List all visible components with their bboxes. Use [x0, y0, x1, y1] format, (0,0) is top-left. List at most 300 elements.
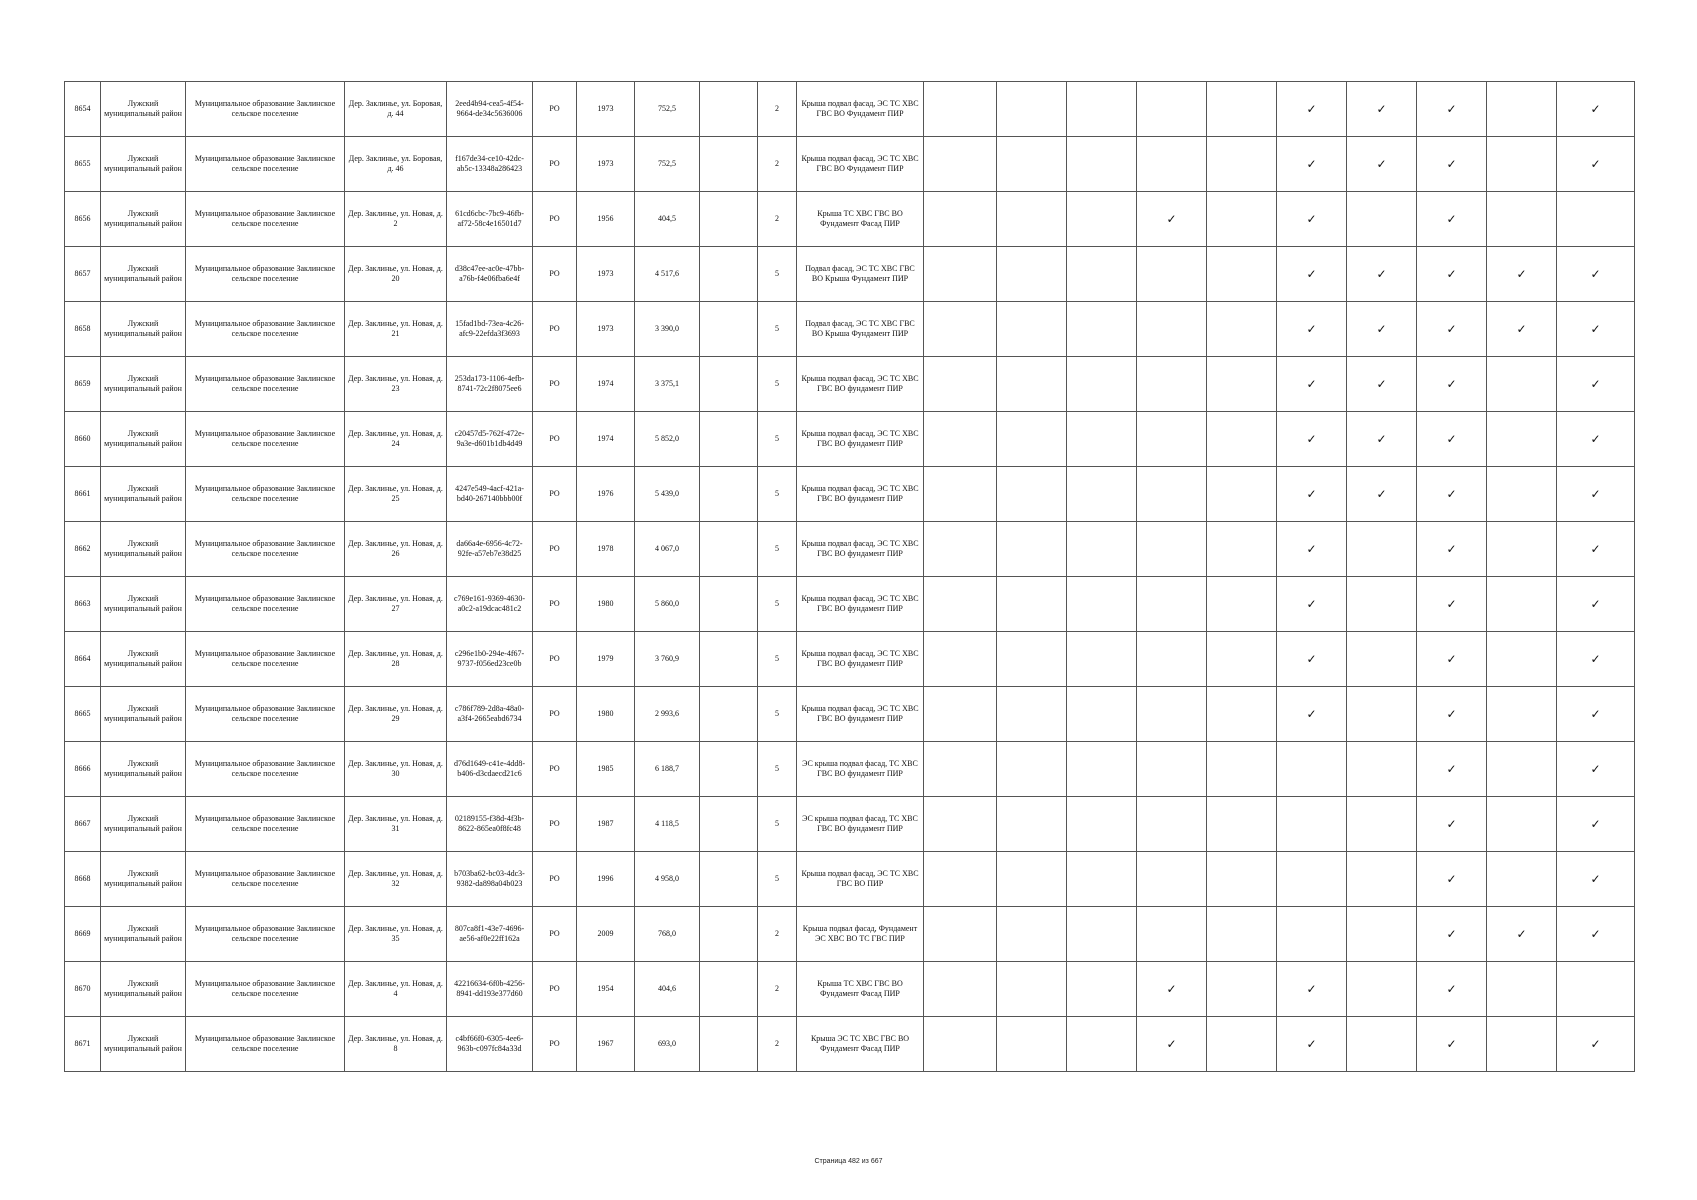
address-cell: Дер. Заклинье, ул. Новая, д. 2 [345, 192, 447, 247]
check-cell [1137, 797, 1207, 852]
row-number-cell: 8660 [65, 412, 101, 467]
year-cell: 1978 [577, 522, 635, 577]
empty-cell [700, 687, 758, 742]
check-cell [1417, 742, 1487, 797]
district-cell: Лужский муниципальный район [101, 412, 186, 467]
district-cell: Лужский муниципальный район [101, 687, 186, 742]
check-cell [1347, 632, 1417, 687]
address-cell: Дер. Заклинье, ул. Новая, д. 21 [345, 302, 447, 357]
row-number-cell: 8666 [65, 742, 101, 797]
check-cell [1207, 962, 1277, 1017]
guid-cell: f167de34-ce10-42dc-ab5c-13348a286423 [447, 137, 533, 192]
checkmark-icon: ✓ [1306, 981, 1317, 996]
check-cell [997, 247, 1067, 302]
works-cell: ЭС крыша подвал фасад, ТС ХВС ГВС ВО фундамент ПИР [797, 742, 924, 797]
check-cell [1207, 1017, 1277, 1072]
guid-cell: c20457d5-762f-472e-9a3e-d601b1db4d49 [447, 412, 533, 467]
checkmark-icon: ✓ [1306, 266, 1317, 281]
municipality-cell: Муниципальное образование Заклинское сельское поселение [186, 357, 345, 412]
check-cell [1347, 907, 1417, 962]
check-cell [1417, 907, 1487, 962]
row-number-cell: 8668 [65, 852, 101, 907]
check-cell [1417, 192, 1487, 247]
check-cell [1557, 1017, 1635, 1072]
check-cell [1137, 577, 1207, 632]
checkmark-icon: ✓ [1446, 101, 1457, 116]
checkmark-icon: ✓ [1446, 486, 1457, 501]
check-cell [1417, 412, 1487, 467]
empty-cell [700, 577, 758, 632]
check-cell [1207, 82, 1277, 137]
checkmark-icon: ✓ [1446, 981, 1457, 996]
area-cell: 768,0 [635, 907, 700, 962]
works-cell: Крыша подвал фасад, Фундамент ЭС ХВС ВО ТС ГВС ПИР [797, 907, 924, 962]
checkmark-icon: ✓ [1446, 431, 1457, 446]
checkmark-icon: ✓ [1590, 486, 1601, 501]
check-cell [1487, 742, 1557, 797]
area-cell: 5 852,0 [635, 412, 700, 467]
check-cell [1067, 577, 1137, 632]
check-cell [1347, 1017, 1417, 1072]
check-cell [997, 467, 1067, 522]
checkmark-icon: ✓ [1306, 596, 1317, 611]
floors-cell: 5 [758, 797, 797, 852]
check-cell [997, 577, 1067, 632]
district-cell: Лужский муниципальный район [101, 742, 186, 797]
empty-cell [700, 632, 758, 687]
check-cell [1207, 907, 1277, 962]
check-cell [1067, 742, 1137, 797]
year-cell: 1980 [577, 577, 635, 632]
district-cell: Лужский муниципальный район [101, 247, 186, 302]
checkmark-icon: ✓ [1446, 376, 1457, 391]
guid-cell: c296e1b0-294e-4f67-9737-f056ed23ce0b [447, 632, 533, 687]
floors-cell: 5 [758, 687, 797, 742]
check-cell [1067, 137, 1137, 192]
checkmark-icon: ✓ [1446, 706, 1457, 721]
check-cell [1277, 797, 1347, 852]
check-cell [1207, 742, 1277, 797]
check-cell [1067, 797, 1137, 852]
checkmark-icon: ✓ [1590, 431, 1601, 446]
guid-cell: d76d1649-c41e-4dd8-b406-d3cdaecd21c6 [447, 742, 533, 797]
check-cell [1417, 962, 1487, 1017]
area-cell: 404,5 [635, 192, 700, 247]
check-cell [1067, 522, 1137, 577]
area-cell: 752,5 [635, 137, 700, 192]
check-cell [1137, 632, 1207, 687]
checkmark-icon: ✓ [1166, 211, 1177, 226]
address-cell: Дер. Заклинье, ул. Новая, д. 30 [345, 742, 447, 797]
table-row [65, 687, 1635, 742]
row-number-cell: 8656 [65, 192, 101, 247]
check-cell [1347, 522, 1417, 577]
district-cell: Лужский муниципальный район [101, 852, 186, 907]
check-cell [1207, 247, 1277, 302]
check-cell [1277, 137, 1347, 192]
guid-cell: c786f789-2d8a-48a0-a3f4-2665eabd6734 [447, 687, 533, 742]
check-cell [1137, 962, 1207, 1017]
check-cell [1557, 522, 1635, 577]
empty-cell [700, 82, 758, 137]
row-number-cell: 8657 [65, 247, 101, 302]
check-cell [1137, 742, 1207, 797]
table-row [65, 82, 1635, 137]
check-cell [1347, 687, 1417, 742]
type-cell: РО [533, 742, 577, 797]
checkmark-icon: ✓ [1446, 596, 1457, 611]
check-cell [1417, 247, 1487, 302]
table-body [65, 82, 1635, 1072]
address-cell: Дер. Заклинье, ул. Боровая, д. 46 [345, 137, 447, 192]
works-cell: Крыша подвал фасад, ЭС ТС ХВС ГВС ВО Фундамент ПИР [797, 137, 924, 192]
check-cell [997, 1017, 1067, 1072]
table-row [65, 742, 1635, 797]
check-cell [1487, 137, 1557, 192]
address-cell: Дер. Заклинье, ул. Новая, д. 27 [345, 577, 447, 632]
check-cell [1137, 687, 1207, 742]
check-cell [1557, 302, 1635, 357]
check-cell [1137, 247, 1207, 302]
checkmark-icon: ✓ [1306, 376, 1317, 391]
check-cell [997, 907, 1067, 962]
check-cell [1487, 522, 1557, 577]
district-cell: Лужский муниципальный район [101, 962, 186, 1017]
empty-cell [700, 962, 758, 1017]
area-cell: 5 860,0 [635, 577, 700, 632]
type-cell: РО [533, 247, 577, 302]
district-cell: Лужский муниципальный район [101, 467, 186, 522]
area-cell: 6 188,7 [635, 742, 700, 797]
check-cell [1207, 632, 1277, 687]
checkmark-icon: ✓ [1166, 981, 1177, 996]
type-cell: РО [533, 962, 577, 1017]
check-cell [924, 852, 997, 907]
check-cell [1277, 577, 1347, 632]
check-cell [1557, 82, 1635, 137]
floors-cell: 5 [758, 357, 797, 412]
municipality-cell: Муниципальное образование Заклинское сельское поселение [186, 797, 345, 852]
row-number-cell: 8659 [65, 357, 101, 412]
checkmark-icon: ✓ [1590, 926, 1601, 941]
row-number-cell: 8665 [65, 687, 101, 742]
floors-cell: 2 [758, 137, 797, 192]
floors-cell: 5 [758, 247, 797, 302]
check-cell [997, 302, 1067, 357]
check-cell [1277, 687, 1347, 742]
checkmark-icon: ✓ [1376, 376, 1387, 391]
table-row [65, 1017, 1635, 1072]
municipality-cell: Муниципальное образование Заклинское сельское поселение [186, 852, 345, 907]
floors-cell: 5 [758, 742, 797, 797]
checkmark-icon: ✓ [1516, 926, 1527, 941]
guid-cell: 15fad1bd-73ea-4c26-afc9-22efda3f3693 [447, 302, 533, 357]
address-cell: Дер. Заклинье, ул. Новая, д. 31 [345, 797, 447, 852]
checkmark-icon: ✓ [1446, 156, 1457, 171]
district-cell: Лужский муниципальный район [101, 82, 186, 137]
district-cell: Лужский муниципальный район [101, 1017, 186, 1072]
checkmark-icon: ✓ [1590, 156, 1601, 171]
checkmark-icon: ✓ [1590, 761, 1601, 776]
table-row [65, 412, 1635, 467]
check-cell [1067, 632, 1137, 687]
check-cell [1487, 82, 1557, 137]
year-cell: 1987 [577, 797, 635, 852]
works-cell: Крыша подвал фасад, ЭС ТС ХВС ГВС ВО ПИР [797, 852, 924, 907]
type-cell: РО [533, 82, 577, 137]
check-cell [997, 632, 1067, 687]
type-cell: РО [533, 412, 577, 467]
check-cell [1207, 357, 1277, 412]
address-cell: Дер. Заклинье, ул. Новая, д. 32 [345, 852, 447, 907]
table-row [65, 577, 1635, 632]
works-cell: Подвал фасад, ЭС ТС ХВС ГВС ВО Крыша Фундамент ПИР [797, 302, 924, 357]
check-cell [924, 797, 997, 852]
year-cell: 1974 [577, 357, 635, 412]
check-cell [1347, 82, 1417, 137]
row-number-cell: 8664 [65, 632, 101, 687]
check-cell [1347, 412, 1417, 467]
works-cell: Подвал фасад, ЭС ТС ХВС ГВС ВО Крыша Фундамент ПИР [797, 247, 924, 302]
empty-cell [700, 797, 758, 852]
area-cell: 3 390,0 [635, 302, 700, 357]
check-cell [1417, 852, 1487, 907]
check-cell [1487, 797, 1557, 852]
check-cell [1207, 412, 1277, 467]
checkmark-icon: ✓ [1590, 706, 1601, 721]
check-cell [1277, 632, 1347, 687]
row-number-cell: 8663 [65, 577, 101, 632]
check-cell [1557, 797, 1635, 852]
row-number-cell: 8669 [65, 907, 101, 962]
municipality-cell: Муниципальное образование Заклинское сельское поселение [186, 467, 345, 522]
check-cell [924, 357, 997, 412]
check-cell [1417, 467, 1487, 522]
district-cell: Лужский муниципальный район [101, 522, 186, 577]
checkmark-icon: ✓ [1446, 871, 1457, 886]
check-cell [997, 962, 1067, 1017]
check-cell [1137, 852, 1207, 907]
row-number-cell: 8662 [65, 522, 101, 577]
municipality-cell: Муниципальное образование Заклинское сельское поселение [186, 632, 345, 687]
works-cell: Крыша подвал фасад, ЭС ТС ХВС ГВС ВО фундамент ПИР [797, 467, 924, 522]
area-cell: 4 118,5 [635, 797, 700, 852]
municipality-cell: Муниципальное образование Заклинское сельское поселение [186, 1017, 345, 1072]
check-cell [1487, 1017, 1557, 1072]
checkmark-icon: ✓ [1306, 211, 1317, 226]
type-cell: РО [533, 632, 577, 687]
address-cell: Дер. Заклинье, ул. Новая, д. 25 [345, 467, 447, 522]
checkmark-icon: ✓ [1590, 1036, 1601, 1051]
year-cell: 1976 [577, 467, 635, 522]
check-cell [1277, 192, 1347, 247]
page-footer: Страница 482 из 667 [814, 1158, 883, 1165]
works-cell: Крыша ЭС ТС ХВС ГВС ВО Фундамент Фасад ПИР [797, 1017, 924, 1072]
check-cell [924, 907, 997, 962]
check-cell [1417, 632, 1487, 687]
check-cell [997, 742, 1067, 797]
check-cell [1487, 632, 1557, 687]
row-number-cell: 8670 [65, 962, 101, 1017]
type-cell: РО [533, 852, 577, 907]
check-cell [1557, 742, 1635, 797]
check-cell [924, 742, 997, 797]
check-cell [924, 577, 997, 632]
check-cell [1417, 522, 1487, 577]
empty-cell [700, 412, 758, 467]
checkmark-icon: ✓ [1166, 1036, 1177, 1051]
guid-cell: 02189155-f38d-4f3b-8622-865ea0f8fc48 [447, 797, 533, 852]
check-cell [1207, 467, 1277, 522]
checkmark-icon: ✓ [1376, 266, 1387, 281]
checkmark-icon: ✓ [1446, 816, 1457, 831]
area-cell: 2 993,6 [635, 687, 700, 742]
guid-cell: 61cd6cbc-7bc9-46fb-af72-58c4e16501d7 [447, 192, 533, 247]
check-cell [1347, 302, 1417, 357]
row-number-cell: 8661 [65, 467, 101, 522]
checkmark-icon: ✓ [1376, 486, 1387, 501]
check-cell [924, 137, 997, 192]
check-cell [1487, 357, 1557, 412]
check-cell [924, 412, 997, 467]
check-cell [1277, 412, 1347, 467]
check-cell [997, 82, 1067, 137]
year-cell: 1973 [577, 247, 635, 302]
municipality-cell: Муниципальное образование Заклинское сельское поселение [186, 742, 345, 797]
table-row [65, 302, 1635, 357]
checkmark-icon: ✓ [1590, 376, 1601, 391]
area-cell: 4 517,6 [635, 247, 700, 302]
check-cell [1347, 467, 1417, 522]
check-cell [1277, 907, 1347, 962]
checkmark-icon: ✓ [1590, 541, 1601, 556]
checkmark-icon: ✓ [1590, 321, 1601, 336]
area-cell: 752,5 [635, 82, 700, 137]
district-cell: Лужский муниципальный район [101, 137, 186, 192]
floors-cell: 2 [758, 907, 797, 962]
checkmark-icon: ✓ [1306, 706, 1317, 721]
check-cell [1067, 852, 1137, 907]
guid-cell: 253da173-1106-4efb-8741-72c2f8075ee6 [447, 357, 533, 412]
row-number-cell: 8667 [65, 797, 101, 852]
check-cell [1487, 467, 1557, 522]
check-cell [1137, 522, 1207, 577]
year-cell: 1980 [577, 687, 635, 742]
guid-cell: 807ca8f1-43e7-4696-ae56-af0e22ff162a [447, 907, 533, 962]
check-cell [1487, 302, 1557, 357]
table-row [65, 137, 1635, 192]
check-cell [1557, 632, 1635, 687]
year-cell: 1973 [577, 302, 635, 357]
check-cell [1137, 82, 1207, 137]
floors-cell: 2 [758, 82, 797, 137]
checkmark-icon: ✓ [1306, 1036, 1317, 1051]
works-cell: Крыша подвал фасад, ЭС ТС ХВС ГВС ВО фундамент ПИР [797, 412, 924, 467]
year-cell: 1973 [577, 82, 635, 137]
checkmark-icon: ✓ [1376, 156, 1387, 171]
row-number-cell: 8655 [65, 137, 101, 192]
check-cell [1137, 467, 1207, 522]
address-cell: Дер. Заклинье, ул. Новая, д. 29 [345, 687, 447, 742]
check-cell [924, 467, 997, 522]
empty-cell [700, 742, 758, 797]
check-cell [1277, 357, 1347, 412]
check-cell [924, 522, 997, 577]
checkmark-icon: ✓ [1590, 101, 1601, 116]
table-row [65, 962, 1635, 1017]
checkmark-icon: ✓ [1590, 596, 1601, 611]
works-cell: Крыша ТС ХВС ГВС ВО Фундамент Фасад ПИР [797, 192, 924, 247]
year-cell: 2009 [577, 907, 635, 962]
floors-cell: 2 [758, 962, 797, 1017]
district-cell: Лужский муниципальный район [101, 797, 186, 852]
checkmark-icon: ✓ [1306, 541, 1317, 556]
register-table [64, 81, 1635, 1072]
floors-cell: 2 [758, 192, 797, 247]
district-cell: Лужский муниципальный район [101, 192, 186, 247]
floors-cell: 5 [758, 467, 797, 522]
table-row [65, 357, 1635, 412]
empty-cell [700, 357, 758, 412]
checkmark-icon: ✓ [1306, 486, 1317, 501]
table-row [65, 192, 1635, 247]
check-cell [1417, 302, 1487, 357]
check-cell [997, 192, 1067, 247]
checkmark-icon: ✓ [1590, 871, 1601, 886]
check-cell [1067, 357, 1137, 412]
check-cell [1277, 522, 1347, 577]
check-cell [924, 82, 997, 137]
check-cell [1207, 137, 1277, 192]
address-cell: Дер. Заклинье, ул. Новая, д. 26 [345, 522, 447, 577]
row-number-cell: 8671 [65, 1017, 101, 1072]
municipality-cell: Муниципальное образование Заклинское сельское поселение [186, 137, 345, 192]
type-cell: РО [533, 1017, 577, 1072]
guid-cell: 2eed4b94-cea5-4f54-9664-de34c5636006 [447, 82, 533, 137]
municipality-cell: Муниципальное образование Заклинское сельское поселение [186, 247, 345, 302]
check-cell [1277, 82, 1347, 137]
area-cell: 404,6 [635, 962, 700, 1017]
table-row [65, 852, 1635, 907]
check-cell [1417, 137, 1487, 192]
address-cell: Дер. Заклинье, ул. Новая, д. 23 [345, 357, 447, 412]
address-cell: Дер. Заклинье, ул. Новая, д. 8 [345, 1017, 447, 1072]
year-cell: 1954 [577, 962, 635, 1017]
works-cell: Крыша подвал фасад, ЭС ТС ХВС ГВС ВО фундамент ПИР [797, 687, 924, 742]
check-cell [1487, 852, 1557, 907]
checkmark-icon: ✓ [1516, 266, 1527, 281]
floors-cell: 5 [758, 577, 797, 632]
check-cell [1417, 687, 1487, 742]
check-cell [1487, 907, 1557, 962]
check-cell [924, 302, 997, 357]
municipality-cell: Муниципальное образование Заклинское сельское поселение [186, 82, 345, 137]
check-cell [1557, 412, 1635, 467]
check-cell [1557, 247, 1635, 302]
check-cell [1067, 192, 1137, 247]
area-cell: 693,0 [635, 1017, 700, 1072]
check-cell [1277, 1017, 1347, 1072]
check-cell [1557, 192, 1635, 247]
works-cell: Крыша подвал фасад, ЭС ТС ХВС ГВС ВО фундамент ПИР [797, 577, 924, 632]
checkmark-icon: ✓ [1306, 101, 1317, 116]
guid-cell: c769e161-9369-4630-a0c2-a19dcac481c2 [447, 577, 533, 632]
check-cell [1417, 1017, 1487, 1072]
empty-cell [700, 192, 758, 247]
area-cell: 5 439,0 [635, 467, 700, 522]
guid-cell: c4bf66f0-6305-4ee6-963b-c097fc84a33d [447, 1017, 533, 1072]
row-number-cell: 8658 [65, 302, 101, 357]
